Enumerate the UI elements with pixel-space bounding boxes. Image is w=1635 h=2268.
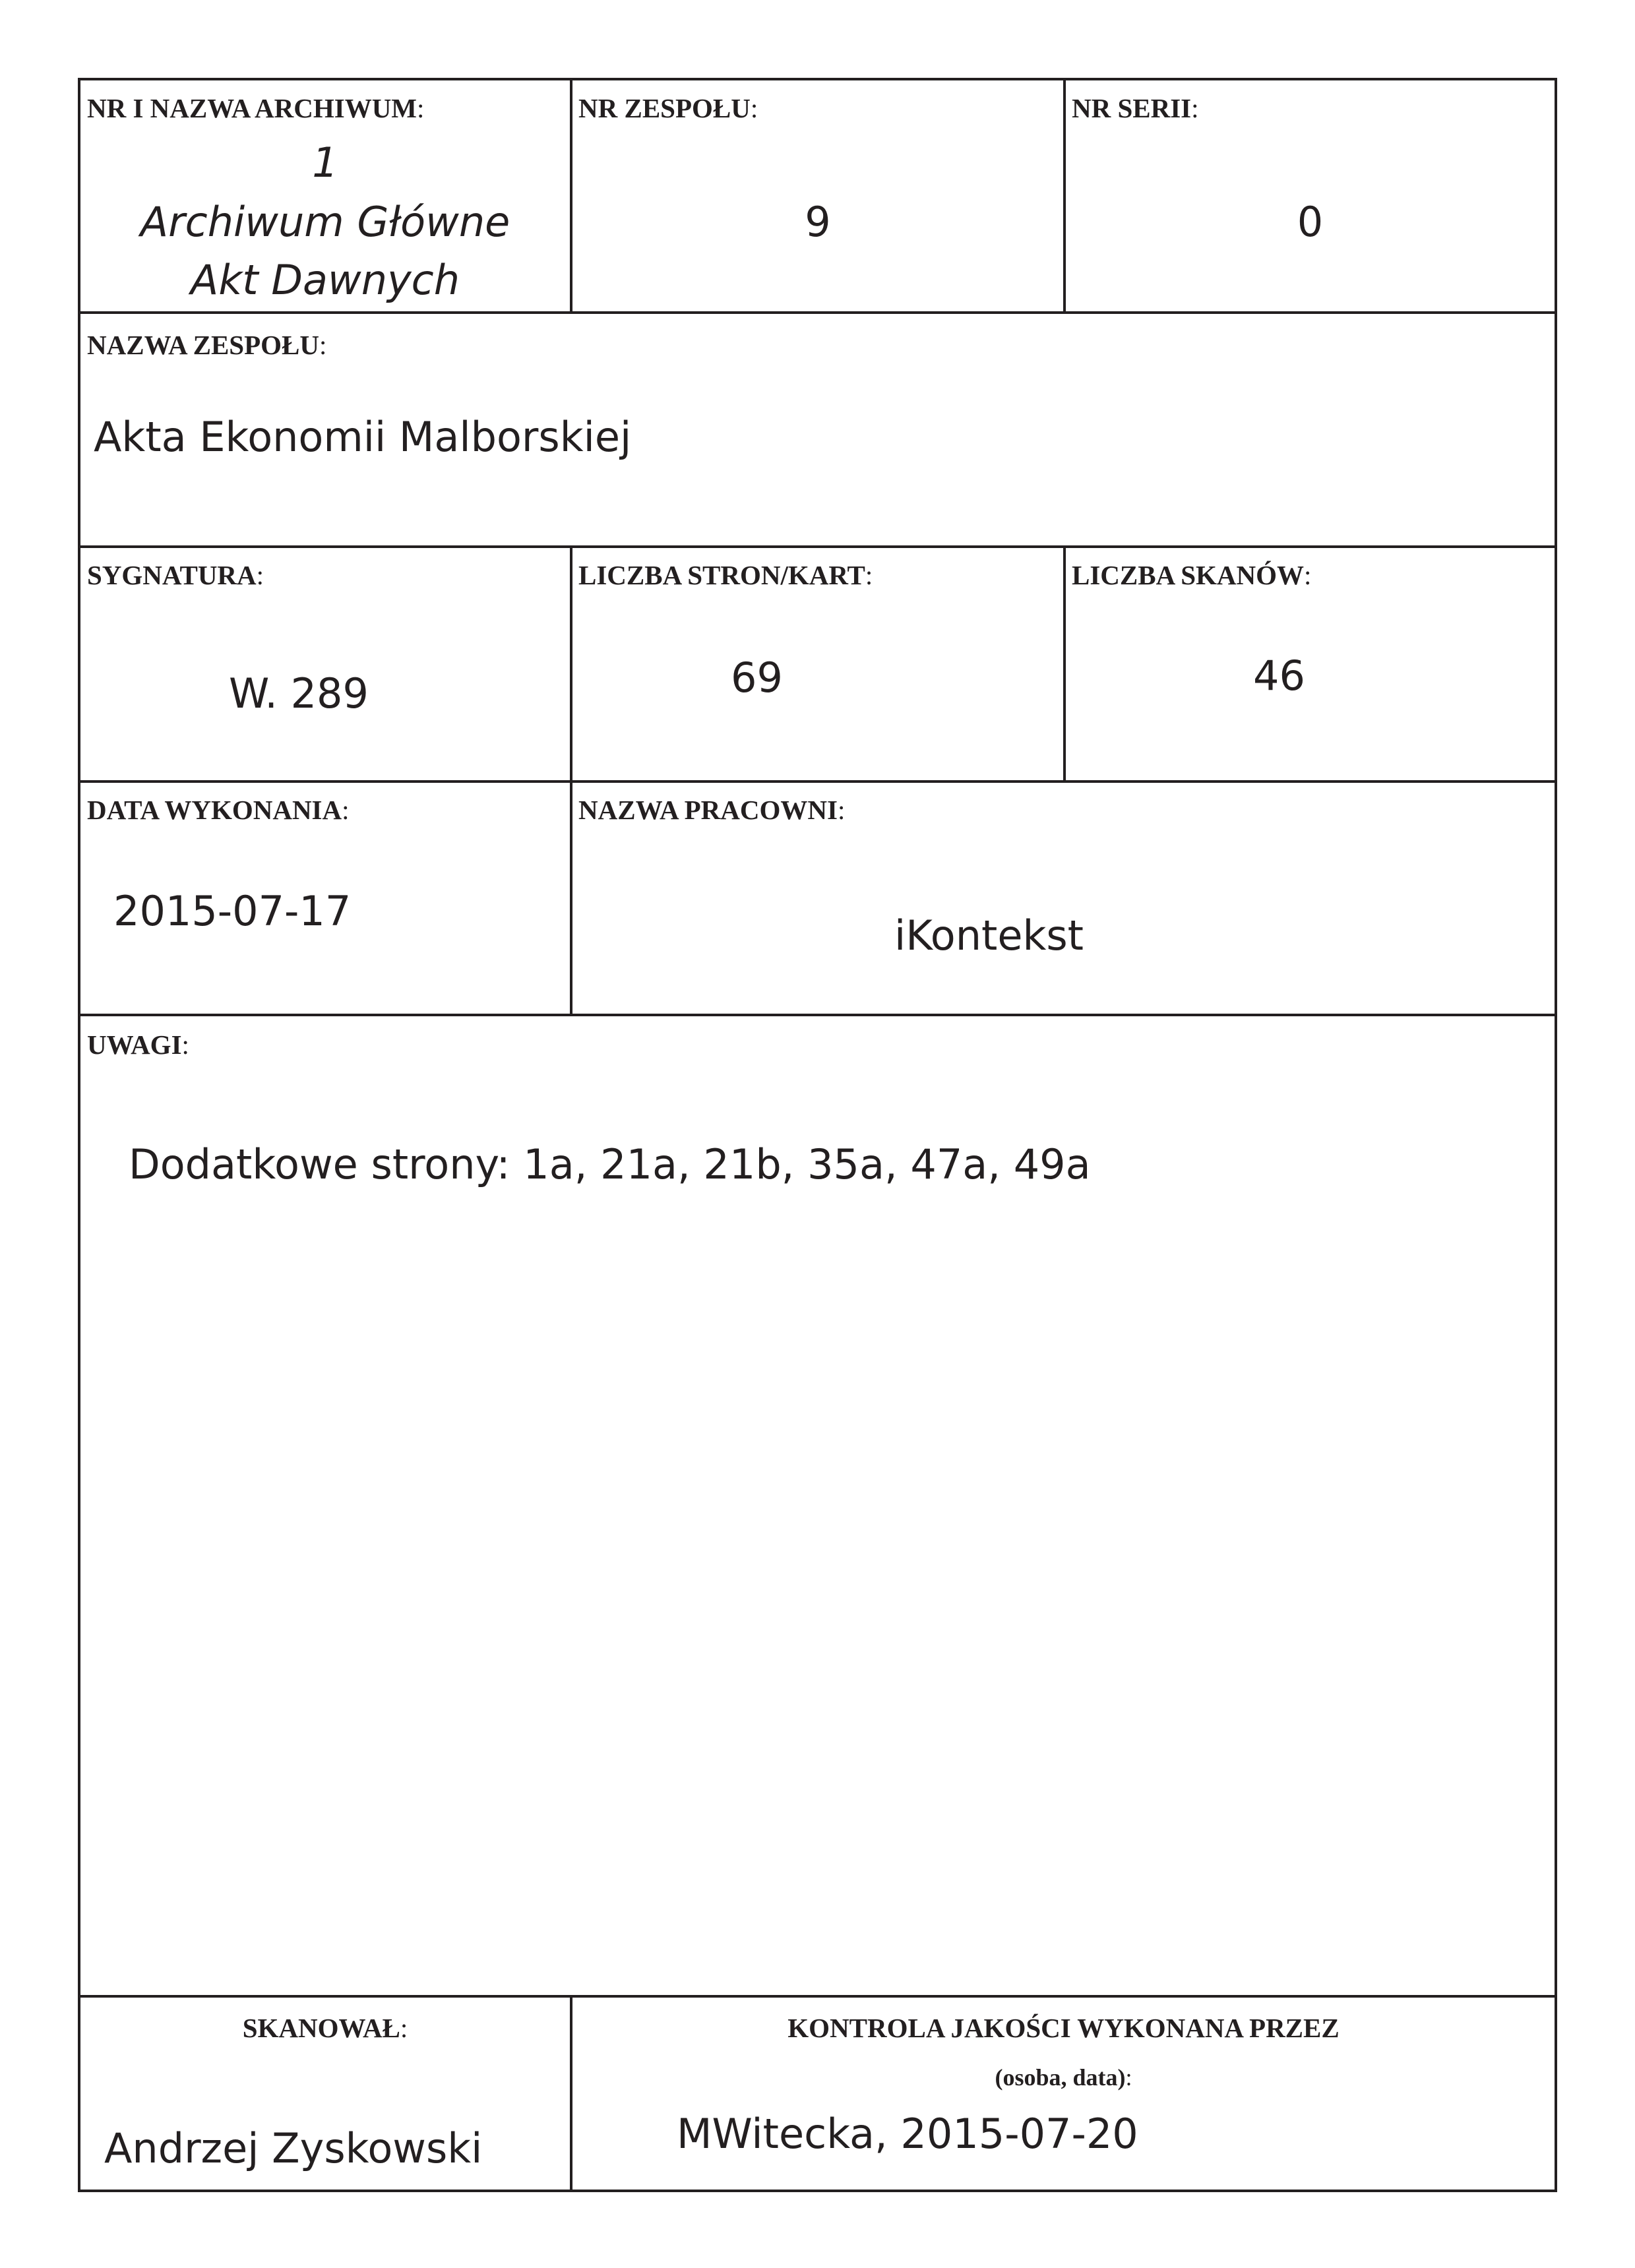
quality-control-value: MWitecka, 2015-07-20 [677,2110,1138,2158]
workshop-cell [572,783,1555,1014]
archive-label: NR I NAZWA ARCHIWUM: [87,93,425,123]
notes-cell [80,1016,1555,1995]
series-cell [1066,80,1555,311]
scans-cell [1066,548,1555,780]
scanned-by-cell [80,1998,570,2190]
date-cell [80,783,570,1014]
archive-cell [80,80,570,311]
fonds-name-label: NAZWA ZESPOŁU: [87,330,327,360]
workshop-label: NAZWA PRACOWNI: [578,795,846,825]
archive-number: 1 [312,138,338,187]
fonds-number-value: 9 [805,198,831,246]
series-value: 0 [1297,198,1324,246]
border-bottom [78,2190,1557,2192]
date-label: DATA WYKONANIA: [87,795,350,825]
notes-value: Dodatkowe strony: 1a, 21a, 21b, 35a, 47a, 49a [129,1140,1091,1188]
date-value: 2015-07-17 [113,887,352,935]
border-right [1555,78,1557,2192]
pages-label: LICZBA STRON/KART: [578,560,873,590]
quality-control-sublabel: (osoba, data): [995,2064,1132,2091]
scans-value: 46 [1253,652,1305,700]
workshop-value: iKontekst [894,911,1084,960]
scans-label: LICZBA SKANÓW: [1072,560,1312,590]
pages-cell [572,548,1063,780]
fonds-number-cell [572,80,1063,311]
series-label: NR SERII: [1072,93,1199,123]
scanned-by-value: Andrzej Zyskowski [104,2124,483,2172]
archive-name-line1: Archiwum Główne [140,198,510,246]
fonds-name-cell [80,314,1555,545]
quality-control-label: KONTROLA JAKOŚCI WYKONANA PRZEZ [787,2013,1340,2043]
notes-label: UWAGI: [87,1029,189,1060]
pages-value: 69 [731,654,783,702]
signature-value: W. 289 [229,669,369,718]
archive-name-line2: Akt Dawnych [190,256,460,304]
quality-control-cell [572,1998,1555,2190]
signature-label: SYGNATURA: [87,560,264,590]
signature-cell [80,548,570,780]
fonds-number-label: NR ZESPOŁU: [578,93,758,123]
fonds-name-value: Akta Ekonomii Malborskiej [94,413,632,461]
scanned-by-label: SKANOWAŁ: [242,2013,408,2043]
